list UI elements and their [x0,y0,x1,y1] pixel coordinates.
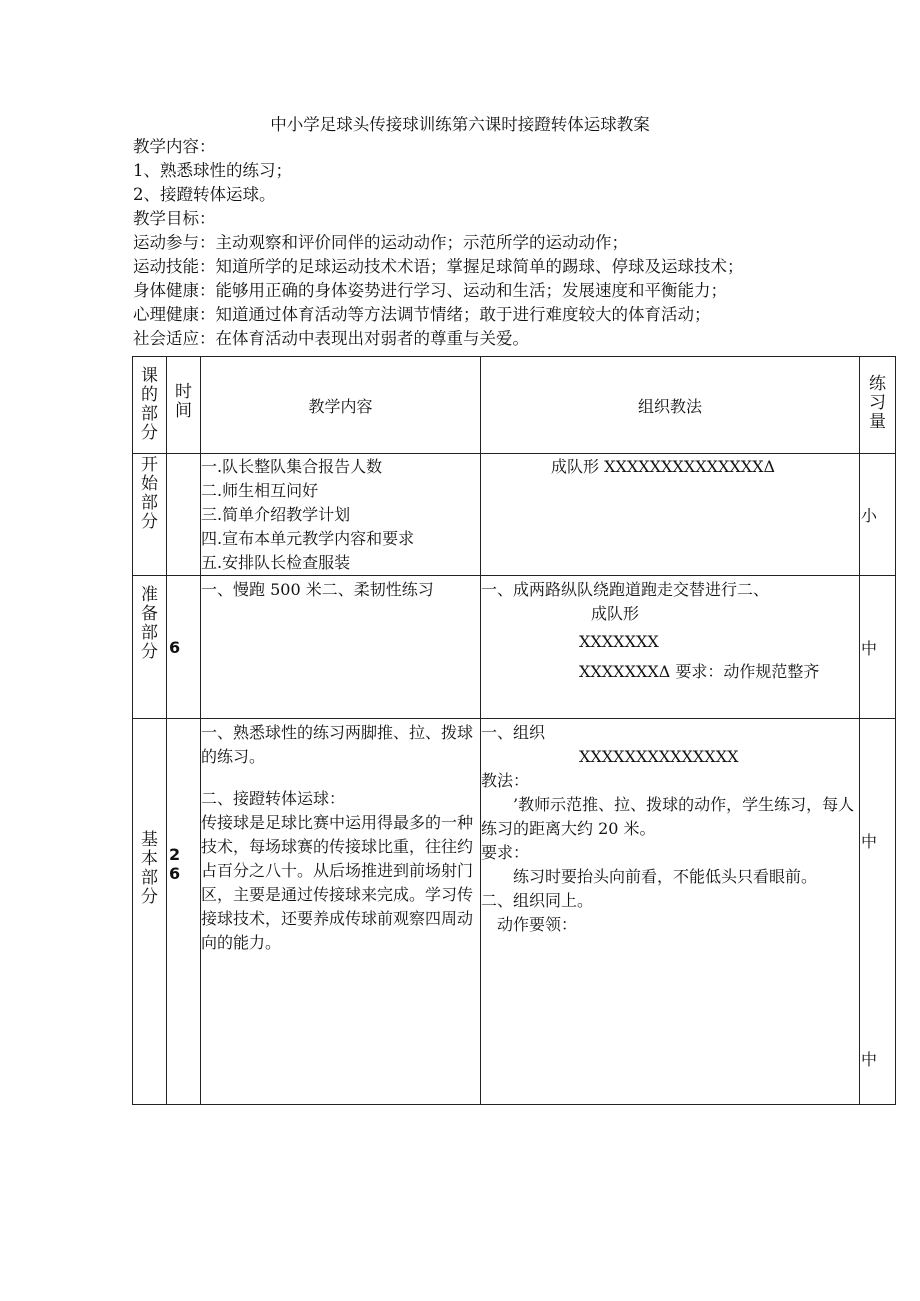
header-part: 课的部分 [133,357,167,454]
intro-line: 身体健康：能够用正确的身体姿势进行学习、运动和生活；发展速度和平衡能力； [133,281,727,300]
intro-line: 运动参与：主动观察和评价同伴的运动动作；示范所学的运动动作； [133,233,628,252]
intro-line: 运动技能：知道所学的足球运动技术术语；掌握足球简单的踢球、停球及运球技术； [133,257,744,276]
header-time: 时间 [167,357,201,454]
intro-line: 2、接蹬转体运球。 [133,185,276,204]
intro-line: 教学目标： [133,209,216,228]
row-prep [133,576,896,719]
content-line: 四.宣布本单元教学内容和要求 [201,529,415,548]
intro-line: 1、熟悉球性的练习； [133,161,292,180]
time-start [167,454,201,576]
part-prep: 准备部分 [133,576,167,719]
method-basic [481,719,860,1105]
content-line: 一、慢跑 500 米二、柔韧性练习 [201,580,434,599]
time-basic: 26 [167,719,201,1105]
formation-line: 成队形 XXXXXXXXXXXXXXΔ [551,457,776,476]
method-line: 要求： [481,843,530,862]
content-prep [201,576,481,719]
method-line: 一、组织 [481,723,546,742]
method-line: 动作要领： [497,915,578,934]
amount-prep: 中 [860,576,896,719]
content-line: 一.队长整队集合报告人数 [201,457,383,476]
method-prep [481,576,860,719]
document-title: 中小学足球头传接球训练第六课时接蹬转体运球教案 [270,115,650,134]
header-method: 组织教法 [481,357,860,454]
amount-basic [860,719,896,1105]
content-line: 二.师生相互问好 [201,481,319,500]
lesson-plan-table [132,356,896,1105]
content-start [201,454,481,576]
formation-line: XXXXXXXXXXXXXX [579,747,739,766]
header-content: 教学内容 [201,357,481,454]
method-line: 教法： [481,771,530,790]
method-line: 成队形 [591,604,640,623]
amount-start: 小 [860,454,896,576]
formation-line: XXXXXXX [579,632,659,651]
row-basic [133,719,896,1105]
content-paragraph: 传接球是足球比赛中运用得最多的一种技术，每场球赛的传接球比重，往往约占百分之八十。从后场推进到前场射门区，主要是通过传接球来完成。学习传接球技术，还要养成传球前观察四周动向的能力。 [201,813,474,952]
content-line: 五.安排队长检查服装 [201,553,351,572]
method-paragraph: 练习时要抬头向前看，不能低头只看眼前。 [513,867,818,886]
part-start: 开始部分 [133,454,167,576]
time-prep: 6 [167,576,201,719]
part-basic: 基本部分 [133,719,167,1105]
content-basic [201,719,481,1105]
row-start [133,454,896,576]
header-row [133,357,896,454]
content-paragraph: 二、接蹬转体运球： [201,789,346,808]
method-start [481,454,860,576]
method-line: 一、成两路纵队绕跑道跑走交替进行二、 [481,580,770,599]
intro-line: 社会适应：在体育活动中表现出对弱者的尊重与关爱。 [133,329,529,348]
amount-basic-value: 中 [861,832,878,851]
content-paragraph: 一、熟悉球性的练习两脚推、拉、拨球的练习。 [201,723,474,766]
content-line: 三.简单介绍教学计划 [201,505,351,524]
formation-line: XXXXXXXΔ 要求：动作规范整齐 [579,662,820,681]
header-amount: 练习量 [860,357,896,454]
intro-block [133,135,893,351]
amount-extra-value: 中 [861,1050,878,1069]
method-paragraph: ’教师示范推、拉、拨球的动作，学生练习，每人练习的距离大约 20 米。 [481,795,855,838]
intro-line: 教学内容： [133,137,216,156]
method-line: 二、组织同上。 [481,891,594,910]
intro-line: 心理健康：知道通过体育活动等方法调节情绪；敢于进行难度较大的体育活动； [133,305,711,324]
